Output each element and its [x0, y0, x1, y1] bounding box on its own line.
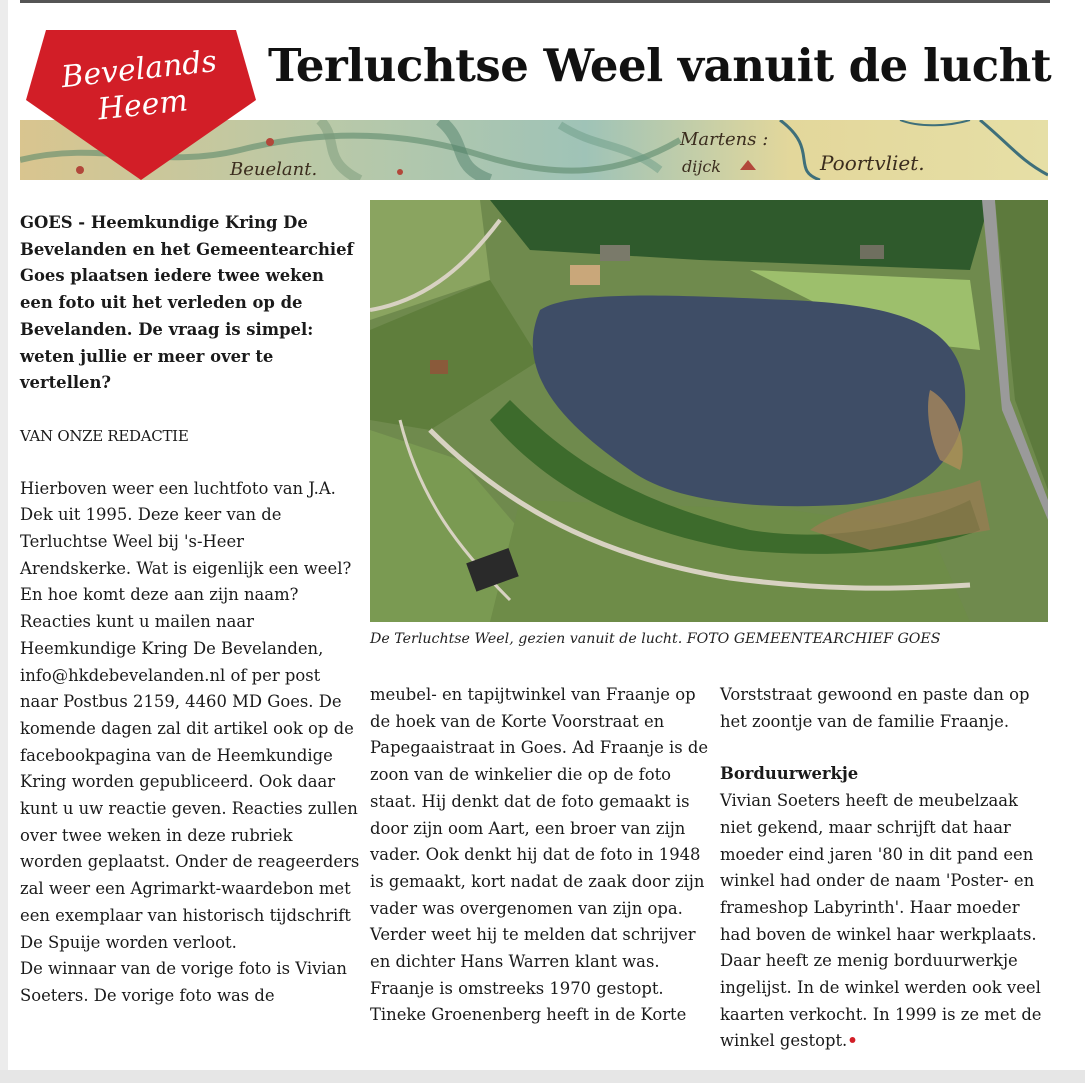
body-paragraph-5-text: Vivian Soeters heeft de meubelzaak niet gekend, maar schrijft dat haar moeder eind jaren '80 in dit pand een winkel had onder de naam 'Poster- en frameshop Labyrinth'. Haar moeder had boven de winkel haar werkplaats. Daar heeft ze menig borduurwerkje ingelijst. In de winkel werden ook veel kaarten verkocht. In 1999 is ze met de winkel gestopt.	[720, 791, 1042, 1051]
logo-line1: Bevelands	[59, 44, 219, 96]
top-rule	[20, 0, 1050, 3]
body-paragraph-4: Vorststraat gewoond en paste dan op het zoontje van de familie Fraanje.	[720, 685, 1030, 731]
column-2	[370, 682, 710, 1029]
column-1	[20, 210, 360, 1010]
map-label-dijck: dijck	[682, 157, 721, 176]
headline: Terluchtse Weel vanuit de lucht	[268, 39, 1052, 92]
logo-line2: Heem	[96, 83, 190, 128]
page-margin	[0, 0, 8, 1083]
byline: VAN ONZE REDACTIE	[20, 426, 189, 445]
aerial-photo	[370, 200, 1048, 622]
photo-caption: De Terluchtse Weel, gezien vanuit de lucht. FOTO GEMEENTEARCHIEF GOES	[370, 631, 941, 647]
bottom-strip	[0, 1070, 1085, 1083]
body-paragraph-5	[720, 788, 1050, 1055]
body-paragraph-3: meubel- en tapijtwinkel van Fraanje op de hoek van de Korte Voorstraat en Papegaaistraat in Goes. Ad Fraanje is de zoon van de winkelier die op de foto staat. Hij denkt dat de foto gemaakt is door zijn oom Aart, een broer van zijn vader. Ook denkt hij dat de foto in 1948 is gemaakt, kort nadat de zaak door zijn vader was overgenomen van zijn opa. Verder weet hij te melden dat schrijver en dichter Hans Warren klant was. Fraanje is omstreeks 1970 gestopt. Tineke Groenenberg heeft in de Korte	[370, 685, 709, 1025]
body-paragraph-1: Hierboven weer een luchtfoto van J.A. Dek uit 1995. Deze keer van de Terluchtse Weel bij 's-Heer Arendskerke. Wat is eigenlijk een weel? En hoe komt deze aan zijn naam? Reacties kunt u mailen naar Heemkundige Kring De Bevelanden, info@hkdebevelanden.nl of per post naar Postbus 2159, 4460 MD Goes. De komende dagen zal dit artikel ook op de facebookpagina van de Heemkundige Kring worden gepubliceerd. Ook daar kunt u uw reactie geven. Reacties zullen over twee weken in deze rubriek worden geplaatst. Onder de reageerders zal weer een Agrimarkt-waardebon met een exemplaar van historisch tijdschrift De Spuije worden verloot.	[20, 478, 360, 952]
map-label-martens: Martens :	[680, 129, 769, 150]
end-mark: •	[847, 1031, 858, 1051]
map-label-poortvliet: Poortvliet.	[820, 151, 925, 175]
map-label-beuelant: Beuelant.	[230, 159, 318, 180]
subhead-borduurwerkje: Borduurwerkje	[720, 764, 859, 784]
body-paragraph-2: De winnaar van de vorige foto is Vivian Soeters. De vorige foto was de	[20, 959, 347, 1005]
intro-paragraph: GOES - Heemkundige Kring De Bevelanden en het Gemeentearchief Goes plaatsen iedere twee weken een foto uit het verleden op de Bevelanden. De vraag is simpel: weten jullie er meer over te vertellen?	[20, 213, 354, 393]
column-3	[720, 682, 1050, 1055]
